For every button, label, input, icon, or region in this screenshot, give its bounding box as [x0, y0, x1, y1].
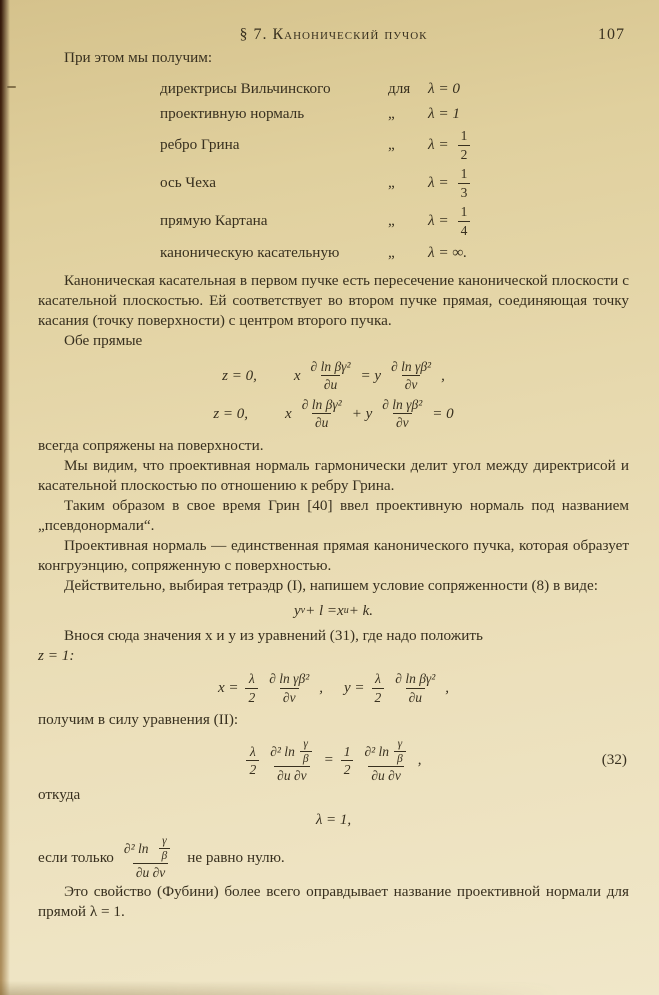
paragraph: Таким образом в свое время Грин [40] ввел проективную нормаль под названием „псевдонормали“. [38, 497, 629, 535]
nested-fraction [159, 835, 171, 862]
equation-conjugate-pair [38, 359, 629, 430]
lambda-prefix: λ = [428, 136, 449, 153]
fraction-numerator: ∂ ln βγ² [310, 359, 351, 374]
fraction-denominator: 2 [372, 688, 385, 705]
list-item-value [428, 204, 474, 237]
paragraph: всегда сопряжены на поверхности. [38, 437, 264, 455]
fraction-numerator [361, 738, 410, 766]
math-token: , [445, 680, 450, 697]
paragraph: Это свойство (Фубини) более всего оправдывает название проективной нормали для прямой λ = 1. [38, 883, 629, 921]
sentence-start: если только [38, 848, 114, 866]
nested-fraction [394, 738, 406, 765]
list-item-value [428, 166, 474, 199]
fraction-denominator: β [159, 848, 171, 862]
list-item-label: проективную нормаль [160, 104, 305, 122]
math-token: x = [217, 680, 239, 697]
equation-lambda-equals-one: λ = 1, [315, 811, 352, 828]
fraction-denominator: ∂u ∂v [133, 863, 168, 880]
fraction-denominator: ∂u [312, 413, 331, 430]
list-item-ditto: „ [388, 243, 395, 261]
math-token: , [417, 752, 422, 769]
math-token: y [294, 603, 301, 620]
math-token: = y [360, 367, 382, 384]
list-item [160, 164, 629, 202]
fraction [121, 835, 180, 880]
equation-xy [38, 671, 629, 704]
list-item-value: λ = 1 [428, 104, 461, 122]
fraction-numerator: ∂ ln γβ² [269, 671, 310, 687]
math-token: = [323, 752, 334, 769]
nested-fraction [300, 738, 312, 765]
math-token: ∂² ln [364, 743, 390, 759]
paragraph: получим в силу уравнения (II): [38, 710, 239, 728]
page-number: 107 [598, 26, 625, 43]
fraction [341, 744, 354, 777]
list-item-ditto: „ [388, 174, 395, 191]
math-token: x [285, 405, 292, 422]
fraction [379, 397, 425, 430]
paragraph: z = 1: [38, 647, 75, 665]
fraction-numerator: ∂ ln βγ² [301, 397, 342, 413]
math-token: x [293, 367, 301, 384]
fraction-denominator: β [394, 751, 406, 765]
fraction-denominator: ∂v [402, 375, 421, 392]
fraction-denominator: ∂u ∂v [368, 766, 403, 783]
fraction-numerator: γ [162, 834, 167, 847]
fraction [246, 744, 259, 777]
paragraph: Каноническая касательная в первом пучке есть пересечение канонической плоскости с касательной плоскостью. Ей соответствует во втором пучке прямая, соединяющая точку касания (точку поверхности) с центром второго пучка. [38, 272, 629, 329]
math-token: y = [344, 680, 365, 697]
list-item-label: каноническую касательную [160, 243, 340, 261]
fraction-numerator [267, 738, 316, 766]
list-item [160, 202, 629, 240]
equation-line [38, 738, 629, 783]
page-header [38, 26, 629, 48]
fraction-denominator: 4 [458, 221, 471, 238]
intro-line: При этом мы получим: [64, 49, 213, 66]
list-item-value [428, 128, 474, 161]
list-item-value: λ = ∞. [428, 243, 468, 261]
fraction-numerator: λ [249, 743, 256, 759]
fraction-denominator: ∂v [280, 688, 299, 705]
math-token: ∂² ln [123, 840, 149, 856]
math-token: + k. [348, 603, 373, 620]
math-token: ∂² ln [270, 743, 295, 759]
fraction [458, 128, 471, 161]
fraction [308, 359, 354, 392]
math-token: z = 0, [213, 405, 249, 422]
fraction-denominator: ∂u ∂v [274, 766, 309, 783]
fraction-numerator: ∂ ln βγ² [395, 671, 436, 687]
section-title: § 7. Канонический пучок [239, 26, 428, 43]
paragraph: Действительно, выбирая тетраэдр (I), напишем условие сопряженности (8) в виде: [64, 577, 598, 595]
body-text [38, 48, 629, 922]
list-item-ditto: для [388, 79, 411, 97]
fraction-denominator: ∂v [393, 413, 412, 430]
paragraph: Обе прямые [64, 332, 143, 349]
math-subscript: u [343, 605, 349, 617]
math-token: , [319, 680, 323, 697]
fraction [266, 671, 312, 704]
fraction [299, 397, 345, 430]
equation-line [38, 359, 629, 392]
list-item [160, 76, 629, 101]
fraction [267, 738, 316, 783]
list-item [160, 126, 629, 164]
list-item-ditto: „ [388, 136, 395, 153]
list-item-label: ребро Грина [160, 136, 240, 153]
lambda-prefix: λ = [428, 212, 449, 229]
fraction [458, 166, 471, 199]
list-item [160, 240, 629, 265]
math-token: + y [351, 405, 373, 422]
math-token: z = 0, [222, 367, 257, 384]
fraction-numerator [121, 835, 180, 863]
list-item-label: директрисы Вильчинского [160, 79, 331, 97]
math-subscript: v [300, 605, 306, 617]
list-item-label: прямую Картана [160, 212, 268, 229]
paragraph: Проективная нормаль — единственная прямая канонического пучка, которая образует конгруэнцию, сопряженную с поверхностью. [38, 537, 629, 575]
paragraph: Внося сюда значения x и y из уравнений (31), где надо положить [64, 627, 483, 645]
paragraph: откуда [38, 785, 81, 803]
fraction-numerator: γ [303, 737, 308, 750]
list-item [160, 101, 629, 126]
fraction-denominator: ∂u [406, 688, 425, 705]
fraction [388, 359, 434, 392]
fraction-denominator: 2 [458, 145, 471, 162]
equation-line [38, 397, 629, 430]
fraction [392, 671, 438, 704]
fraction-denominator: 3 [458, 183, 471, 200]
fraction-numerator: 1 [460, 128, 468, 144]
fraction-denominator: ∂u [321, 375, 340, 392]
fraction [458, 204, 471, 237]
equation-number: (32) [601, 751, 627, 769]
fraction-numerator: ∂ ln γβ² [382, 397, 423, 413]
fraction [361, 738, 410, 783]
fraction-denominator: β [300, 751, 312, 765]
fraction-numerator: γ [397, 737, 403, 750]
fraction [245, 671, 258, 704]
fraction-numerator: λ [374, 671, 381, 687]
sentence-end: не равно нулю. [187, 848, 285, 866]
math-token: + l = [305, 603, 338, 620]
lambda-list [160, 76, 629, 265]
lambda-prefix: λ = [428, 174, 449, 191]
fraction-numerator: ∂ ln γβ² [391, 359, 432, 374]
fraction-denominator: 2 [246, 760, 259, 777]
equation-conjugacy-condition [38, 601, 629, 621]
paragraph: Мы видим, что проективная нормаль гармонически делит угол между директрисой и касательной плоскостью по отношению к ребру Грина. [38, 457, 629, 495]
equation-32 [38, 738, 629, 783]
fraction-numerator: 1 [460, 166, 468, 182]
fraction-numerator: λ [248, 671, 255, 687]
fraction-denominator: 2 [245, 688, 258, 705]
list-item-label: ось Чеха [160, 174, 216, 191]
list-item-ditto: „ [388, 104, 395, 122]
list-item-value: λ = 0 [428, 79, 461, 97]
math-token: x [337, 603, 344, 620]
inline-fraction-sentence [38, 835, 629, 880]
fraction-numerator: 1 [343, 743, 351, 759]
list-item-ditto: „ [388, 212, 395, 229]
math-token: , [441, 367, 445, 384]
math-token: = 0 [432, 405, 454, 422]
fraction-numerator: 1 [460, 204, 468, 220]
fraction [372, 671, 385, 704]
fraction-denominator: 2 [341, 760, 354, 777]
